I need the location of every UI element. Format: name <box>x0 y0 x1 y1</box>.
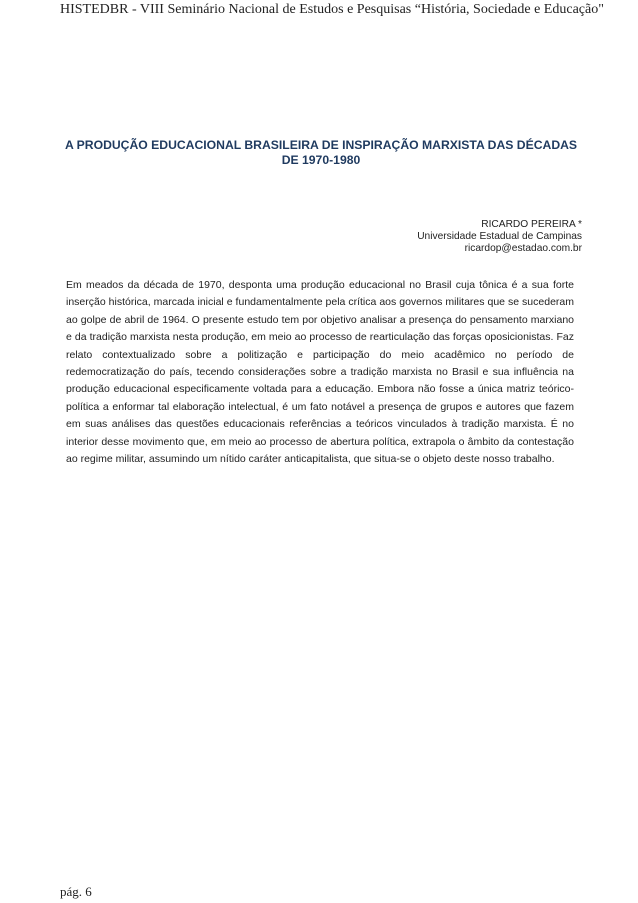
author-institution: Universidade Estadual de Campinas <box>417 231 582 242</box>
abstract <box>66 277 574 468</box>
article-title-line-2: DE 1970-1980 <box>281 153 361 167</box>
article-title-line-1: A PRODUÇÃO EDUCACIONAL BRASILEIRA DE INSPIRAÇÃO MARXISTA DAS DÉCADAS <box>64 138 578 152</box>
author-block <box>417 219 582 255</box>
abstract-text: Em meados da década de 1970, desponta uma produção educacional no Brasil cuja tônica é a sua forte inserção histórica, marcada inicial e fundamentalmente pela crítica aos governos militares que se sucederam ao golpe de abril de 1964. O presente estudo tem por objetivo analisar a presença do pensamento marxiano e da tradição marxista nesta produção, em meio ao processo de rearticulação das forças oposicionistas. Faz relato contextualizado sobre a politização e participação do meio acadêmico no período de redemocratização do país, tecendo considerações sobre a tradição marxista no Brasil e sua influência na produção educacional especificamente voltada para a educação. Embora não fosse a única matriz teórico-política a enformar tal elaboração intelectual, é um fato notável a presença de grupos e autores que fazem em suas análises das questões educacionais referências a teóricos vinculados à tradição marxista. É no interior desse movimento que, em meio ao processo de abertura política, extrapola o âmbito da contestação ao regime militar, assumindo um nítido caráter anticapitalista, que situa-se o objeto deste nosso trabalho. <box>66 279 574 466</box>
page-number: pág. 6 <box>60 884 92 899</box>
running-header: HISTEDBR - VIII Seminário Nacional de Estudos e Pesquisas “História, Sociedade e Educação" <box>60 2 604 17</box>
author-email: ricardop@estadao.com.br <box>464 243 582 254</box>
article-title <box>60 138 582 168</box>
author-name: RICARDO PEREIRA * <box>481 219 582 230</box>
